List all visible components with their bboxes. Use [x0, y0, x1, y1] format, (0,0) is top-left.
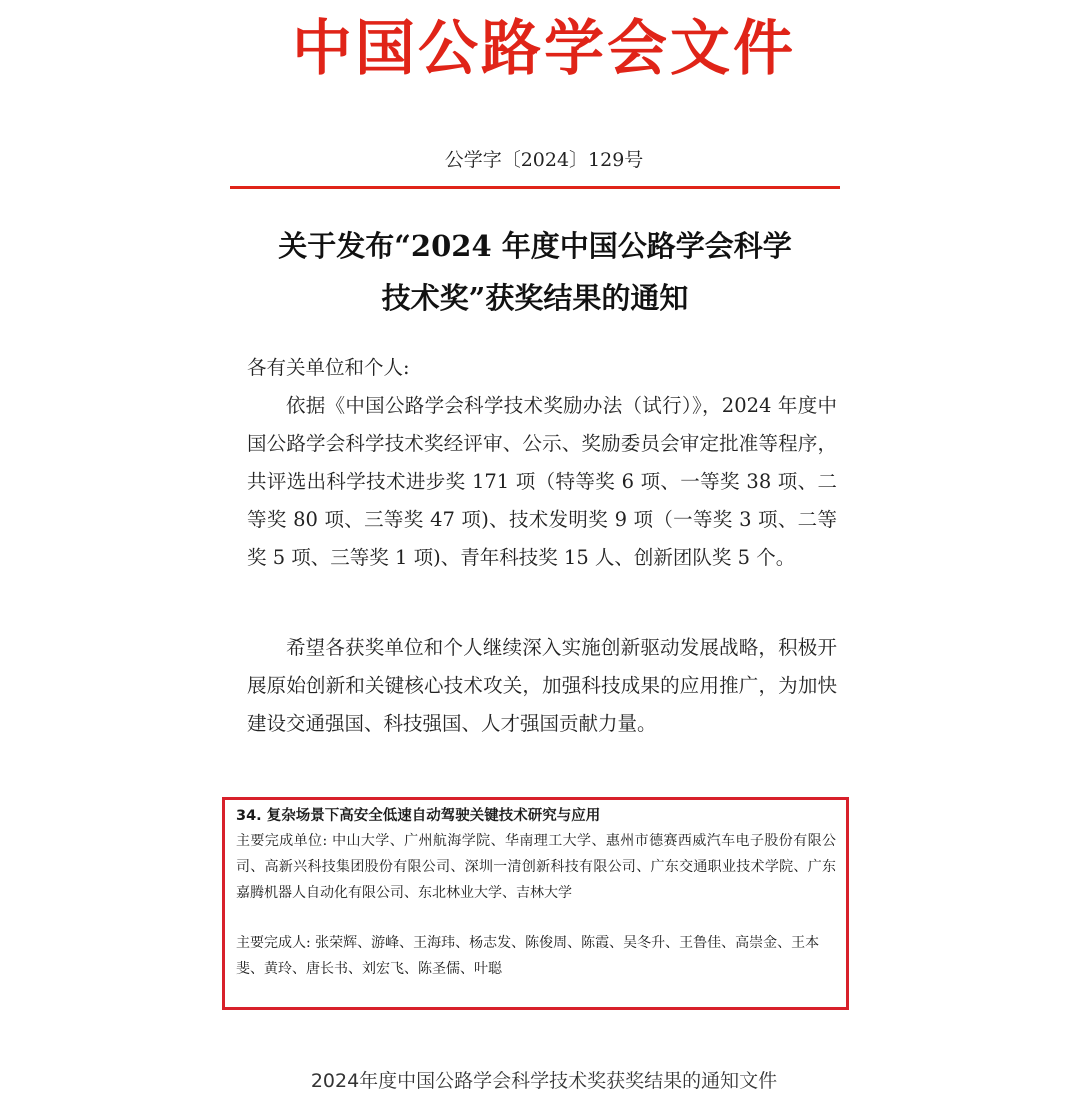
award-completing-persons — [236, 930, 836, 982]
notice-title — [230, 220, 840, 324]
persons-label: 主要完成人: — [236, 935, 311, 951]
highlighted-award-entry — [222, 797, 849, 1010]
persons-list: 张荣辉、游峰、王海玮、杨志发、陈俊周、陈霞、吴冬升、王鲁佳、高崇金、王本斐、黄玲、唐长书、刘宏飞、陈圣儒、叶聪 — [236, 935, 820, 977]
units-label: 主要完成单位: — [236, 833, 328, 849]
notice-title-line-1: 关于发布“2024 年度中国公路学会科学 — [278, 229, 792, 263]
document-header-title: 中国公路学会文件 — [292, 14, 796, 84]
award-project-title: 34. 复杂场景下高安全低速自动驾驶关键技术研究与应用 — [236, 808, 601, 824]
document-number: 公学字〔2024〕129号 — [444, 149, 644, 171]
red-divider-line — [230, 186, 840, 189]
body-paragraph-1: 依据《中国公路学会科学技术奖励办法（试行）》，2024 年度中国公路学会科学技术奖经评审、公示、奖励委员会审定批准等程序，共评选出科学技术进步奖 171 项（特等奖 6 项、一等奖 38 项、二等奖 80 项、三等奖 47 项)、技术发明奖 9 项（一等奖 3 项、二等奖 5 项、三等奖 1 项)、青年科技奖 15 人、创新团队奖 5 个。 — [247, 394, 837, 569]
image-caption: 2024年度中国公路学会科学技术奖获奖结果的通知文件 — [310, 1070, 778, 1092]
award-spacer — [236, 906, 836, 930]
notice-title-line-2: 技术奖”获奖结果的通知 — [381, 281, 689, 315]
award-completing-units — [236, 828, 836, 906]
salutation: 各有关单位和个人: — [247, 356, 410, 379]
body-paragraph-2: 希望各获奖单位和个人继续深入实施创新驱动发展战略，积极开展原始创新和关键核心技术攻关，加强科技成果的应用推广，为加快建设交通强国、科技强国、人才强国贡献力量。 — [247, 636, 837, 735]
units-list: 中山大学、广州航海学院、华南理工大学、惠州市德赛西威汽车电子股份有限公司、高新兴科技集团股份有限公司、深圳一清创新科技有限公司、广东交通职业技术学院、广东嘉腾机器人自动化有限公司、东北林业大学、吉林大学 — [236, 833, 837, 901]
